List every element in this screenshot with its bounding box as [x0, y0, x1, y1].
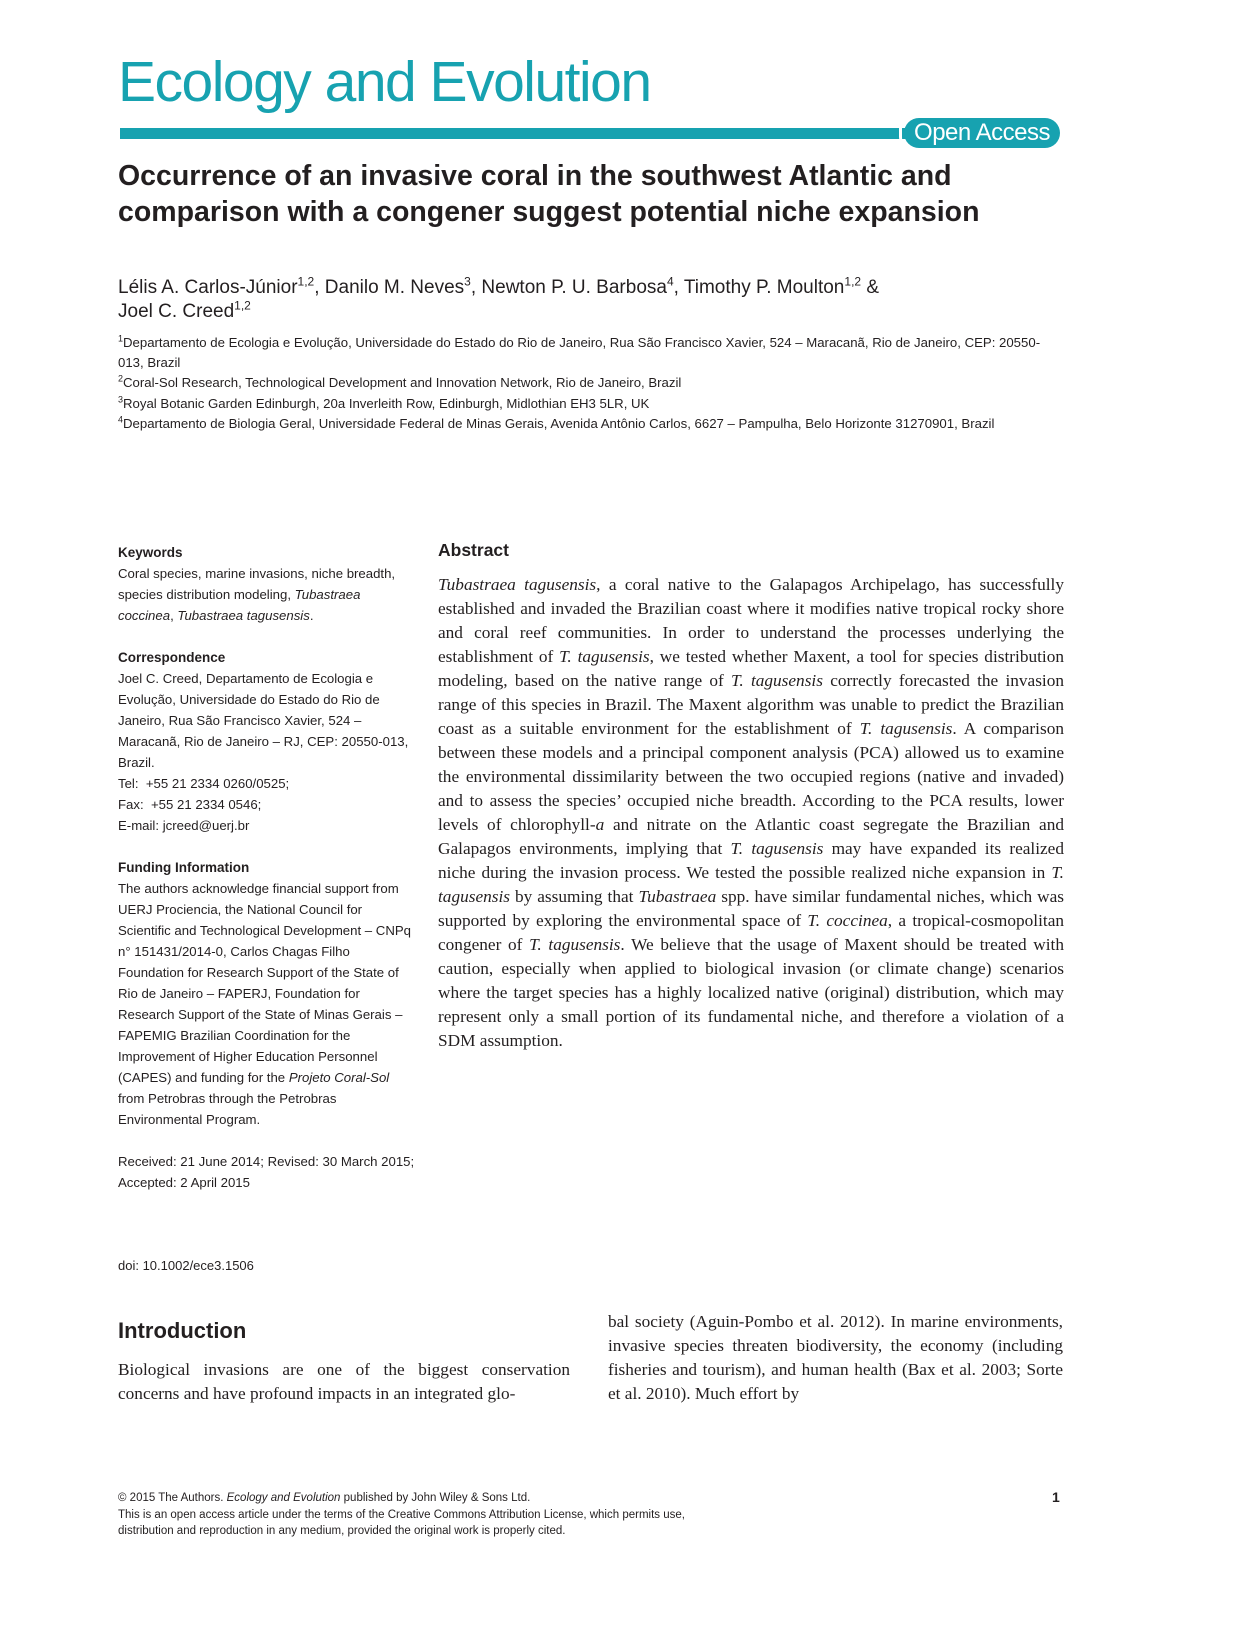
author-name: Danilo M. Neves — [324, 277, 465, 298]
sidebar — [118, 542, 418, 1214]
abstract-text: and nitrate on the Atlantic coast segregate the Brazilian and Galapagos environments, implying that — [438, 815, 1064, 858]
affiliation-text: Departamento de Ecologia e Evolução, Universidade do Estado do Rio de Janeiro, Rua São Francisco Xavier, 524 – Maracanã, Rio de Janeiro, CEP: 20550-013, Brazil — [118, 335, 1041, 371]
author-affiliation-ref: 1,2 — [297, 274, 315, 289]
keywords-plain: Coral species, marine invasions, niche breadth, species distribution modeling, — [118, 566, 396, 602]
license-line-1: This is an open access article under the terms of the Creative Commons Attribution License, which permits use, — [118, 1508, 685, 1521]
abstract-text: , a tropical-cosmopolitan congener of — [438, 911, 1065, 954]
affiliation-number: 1 — [118, 333, 124, 344]
abstract-italic-term: T. tagusensis — [730, 839, 824, 858]
funding-project-name: Projeto Coral-Sol — [288, 1070, 390, 1085]
correspondence-fax: Fax: +55 21 2334 0546; — [118, 797, 262, 812]
abstract-text: may have expanded its realized niche during the invasion process. We tested the possible realized niche expansion in — [438, 839, 1064, 882]
abstract-italic-term: T. coccinea — [807, 911, 888, 930]
affiliation-number: 2 — [118, 374, 124, 385]
doi-link[interactable]: doi: 10.1002/ece3.1506 — [118, 1258, 254, 1273]
keywords-section — [118, 542, 418, 626]
author-name: Timothy P. Moulton — [683, 277, 845, 298]
author-name: Newton P. U. Barbosa — [481, 277, 667, 298]
abstract-text: by assuming that — [510, 887, 639, 906]
affiliation-item — [118, 333, 1058, 373]
author-affiliation-ref: 1,2 — [234, 298, 251, 313]
license-line-2: distribution and reproduction in any medium, provided the original work is properly cited. — [118, 1525, 566, 1537]
author-separator: , — [470, 277, 482, 298]
introduction-column-1: Biological invasions are one of the biggest conservation concerns and have profound impacts in an integrated glo- — [118, 1360, 570, 1403]
affiliation-text: Royal Botanic Garden Edinburgh, 20a Inverleith Row, Edinburgh, Midlothian EH3 5LR, UK — [123, 395, 650, 411]
open-access-badge: Open Access — [904, 118, 1060, 148]
article-dates: Received: 21 June 2014; Revised: 30 March 2015; Accepted: 2 April 2015 — [118, 1154, 415, 1190]
abstract-body — [438, 573, 1064, 1053]
affiliation-text: Coral-Sol Research, Technological Development and Innovation Network, Rio de Janeiro, Brazil — [123, 375, 682, 391]
author-affiliation-ref: 1,2 — [844, 274, 862, 289]
keywords-heading: Keywords — [118, 545, 183, 560]
funding-section — [118, 857, 418, 1130]
copyright-journal: Ecology and Evolution — [226, 1492, 341, 1504]
author-affiliation-ref: 4 — [666, 274, 674, 289]
author-separator: & — [861, 277, 880, 298]
funding-text-before: The authors acknowledge financial support from UERJ Prociencia, the National Council for Scientific and Technological Development – CNPq n° 151431/2014-0, Carlos Chagas Filho Foundation for Research Support of the State of Rio de Janeiro – FAPERJ, Foundation for Research Support of the State of Minas Gerais – FAPEMIG Brazilian Coordination for the Improvement of Higher Education Personnel (CAPES) and funding for the — [118, 881, 411, 1085]
abstract-heading: Abstract — [438, 540, 509, 560]
affiliation-text: Departamento de Biologia Geral, Universidade Federal de Minas Gerais, Avenida Antônio Carlos, 6627 – Pampulha, Belo Horizonte 31270901, Brazil — [123, 415, 995, 431]
affiliation-number: 3 — [118, 394, 124, 405]
author-name: Lélis A. Carlos-Júnior — [118, 277, 298, 298]
affiliation-number: 4 — [118, 414, 124, 425]
author-affiliation-ref: 3 — [464, 274, 471, 289]
correspondence-email[interactable]: E-mail: jcreed@uerj.br — [118, 818, 250, 833]
correspondence-address: Joel C. Creed, Departamento de Ecologia e Evolução, Universidade do Estado do Rio de Janeiro, Rua São Francisco Xavier, 524 – Maracanã, Rio de Janeiro – RJ, CEP: 20550-013, Brazil. — [118, 671, 409, 770]
abstract-text: . A comparison between these models and a principal component analysis (PCA) allowed us to examine the environmental dissimilarity between the two occupied regions (native and invaded) and to assess the species’ occupied niche breadth. According to the PCA results, lower levels of chlorophyll- — [438, 719, 1064, 834]
correspondence-heading: Correspondence — [118, 650, 226, 665]
abstract-text: , a coral native to the Galapagos Archipelago, has successfully established and invaded the Brazilian coast where it modifies native tropical rocky shore and coral reef communities. In order to understand the processes underlying the establishment of — [438, 575, 1064, 666]
copyright-prefix: © 2015 The Authors. — [118, 1492, 227, 1504]
funding-text — [118, 878, 418, 1130]
introduction-heading: Introduction — [118, 1318, 247, 1343]
affiliation-item — [118, 394, 1058, 414]
funding-text-after: from Petrobras through the Petrobras Environmental Program. — [118, 1091, 337, 1127]
page-number: 1 — [1052, 1489, 1060, 1505]
correspondence-tel: Tel: +55 21 2334 0260/0525; — [118, 776, 290, 791]
abstract-italic-term: Tubastraea tagusensis — [438, 575, 597, 594]
abstract-text: correctly forecasted the invasion range of this species in Brazil. The Maxent algorithm was unable to predict the Brazilian coast as a suitable environment for the establishment of — [438, 671, 1065, 738]
page-footer — [118, 1490, 818, 1540]
abstract-section — [438, 538, 1064, 1053]
author-list — [118, 276, 1058, 324]
journal-title: Ecology and Evolution — [118, 50, 651, 114]
abstract-text: , we tested whether Maxent, a tool for species distribution modeling, based on the native range of — [438, 647, 1064, 690]
abstract-italic-term: T. tagusensis — [438, 863, 1064, 906]
keyword-separator: , — [170, 608, 178, 623]
abstract-italic-term: a — [595, 815, 605, 834]
keyword-species-1: Tubastraea coccinea — [118, 587, 361, 623]
abstract-italic-term: T. tagusensis — [859, 719, 953, 738]
author-separator: , — [673, 277, 684, 298]
abstract-italic-term: T. tagusensis — [529, 935, 621, 954]
abstract-text: . We believe that the usage of Maxent should be treated with caution, especially when applied to biological invasion (or climate change) scenarios where the target species has a highly localized native (original) distribution, which may represent only a small portion of its fundamental niche, and therefore a violation of a SDM assumption. — [438, 935, 1064, 1050]
funding-heading: Funding Information — [118, 860, 250, 875]
affiliation-item — [118, 373, 1058, 393]
keywords-text — [118, 563, 418, 626]
dates-section — [118, 1151, 418, 1193]
abstract-italic-term: T. tagusensis — [559, 647, 650, 666]
copyright-line — [118, 1490, 818, 1507]
abstract-text: spp. have similar fundamental niches, which was supported by exploring the environmental space of — [438, 887, 1065, 930]
abstract-italic-term: Tubastraea — [638, 887, 717, 906]
keyword-end: . — [309, 608, 314, 623]
affiliation-item — [118, 414, 1058, 434]
copyright-publisher: published by John Wiley & Sons Ltd. — [340, 1492, 531, 1504]
keyword-species-2: Tubastraea tagusensis — [177, 608, 310, 623]
correspondence-section — [118, 647, 418, 836]
header-rule — [120, 128, 910, 139]
introduction-column-2: bal society (Aguin-Pombo et al. 2012). In marine environments, invasive species threaten biodiversity, the economy (including fisheries and tourism), and human health (Bax et al. 2003; Sorte et al. 2010). Much effort by — [608, 1312, 1063, 1403]
affiliation-list — [118, 333, 1058, 434]
article-title: Occurrence of an invasive coral in the southwest Atlantic and comparison with a congener suggest potential niche expansion — [118, 160, 980, 228]
author-name: Joel C. Creed — [118, 301, 235, 322]
author-separator: , — [314, 277, 325, 298]
abstract-italic-term: T. tagusensis — [731, 671, 823, 690]
